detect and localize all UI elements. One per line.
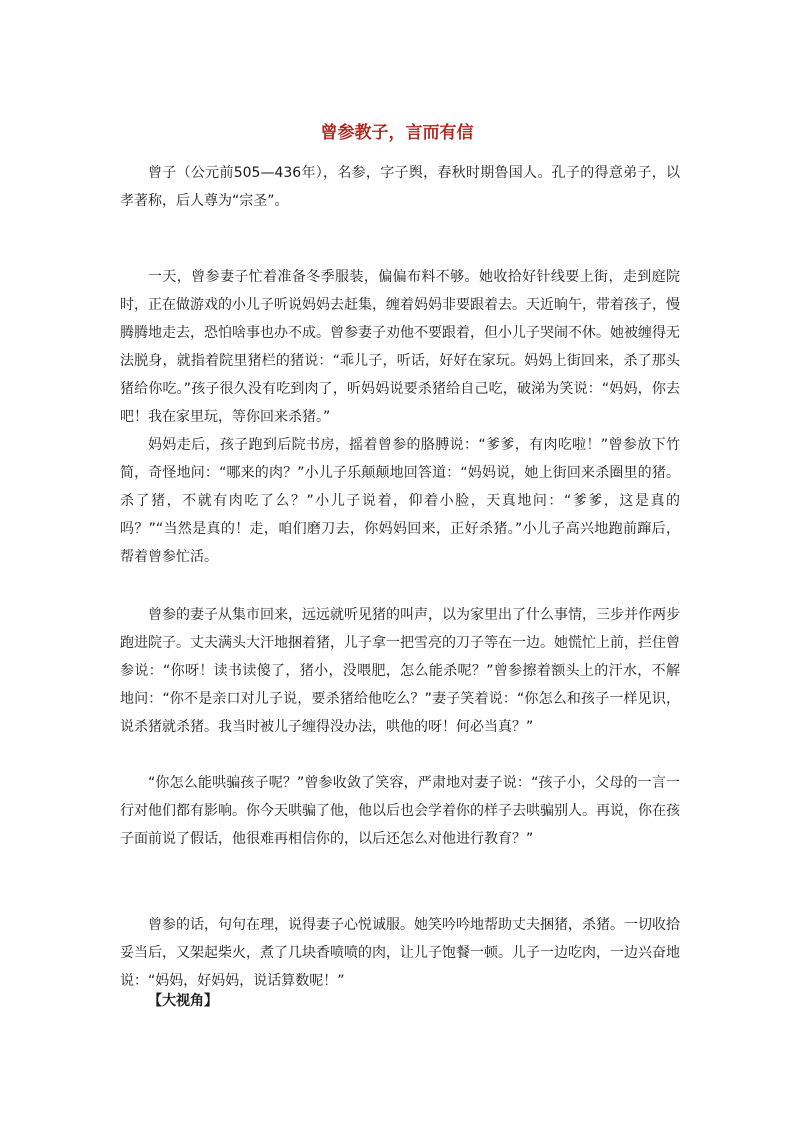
paragraph-zengshen-explains: “你怎么能哄骗孩子呢？”曾参收敛了笑容，严肃地对妻子说：“孩子小，父母的一言一行对他们都有影响。你今天哄骗了他，他以后也会学着你的样子去哄骗别人。再说，你在孩子面前说了假话，他很难再相信你的，以后还怎么对他进行教育？” [120,775,680,847]
paragraph-wife-returns: 曾参的妻子从集市回来，远远就听见猪的叫声，以为家里出了什么事情，三步并作两步跑进院子。丈夫满头大汗地捆着猪，儿子拿一把雪亮的刀子等在一边。她慌忙上前，拦住曾参说：“你呀！读书读傻了，猪小，没喂肥，怎么能杀呢？”曾参擦着额头上的汗水，不解地问：“你不是亲口对儿子说，要杀猪给他吃么？”妻子笑着说：“你怎么和孩子一样见识，说杀猪就杀猪。我当时被儿子缠得没办法，哄他的呀！何必当真？” [120,607,680,735]
section-label: 【大视角】 [148,993,218,1009]
paragraph-conclusion: 曾参的话，句句在理，说得妻子心悦诚服。她笑吟吟地帮助丈夫捆猪，杀猪。一切收拾妥当后，又架起柴火，煮了几块香喷喷的肉，让儿子饱餐一顿。儿子一边吃肉，一边兴奋地说：“妈妈，好妈妈，说话算数呢！” [120,917,680,989]
paragraph-story-start: 一天，曾参妻子忙着准备冬季服装，偏偏布料不够。她收拾好针线要上街，走到庭院时，正在做游戏的小儿子听说妈妈去赶集，缠着妈妈非要跟着去。天近晌午，带着孩子，慢腾腾地走去，恐怕啥事也办不成。曾参妻子劝他不要跟着，但小儿子哭闹不休。她被缠得无法脱身，就指着院里猪栏的猪说：“乖儿子，听话，好好在家玩。妈妈上街回来，杀了那头猪给你吃。”孩子很久没有吃到肉了，听妈妈说要杀猪给自己吃，破涕为笑说：“妈妈，你去吧！我在家里玩，等你回来杀猪。” [120,269,680,425]
paragraph-son-and-father: 妈妈走后，孩子跑到后院书房，摇着曾参的胳膊说：“爹爹，有肉吃啦！”曾参放下竹简，奇怪地问：“哪来的肉？”小儿子乐颠颠地回答道：“妈妈说，她上街回来杀圈里的猪。杀了猪，不就有肉吃了么？”小儿子说着，仰着小脸，天真地问：“爹爹，这是真的吗？”“当然是真的！走，咱们磨刀去，你妈妈回来，正好杀猪。”小儿子高兴地跑前蹿后，帮着曾参忙活。 [120,437,680,565]
page-title: 曾参教子，言而有信 [320,123,474,143]
paragraph-intro: 曾子（公元前505—436年），名参，字子舆，春秋时期鲁国人。孔子的得意弟子，以孝著称，后人尊为“宗圣”。 [120,165,680,209]
